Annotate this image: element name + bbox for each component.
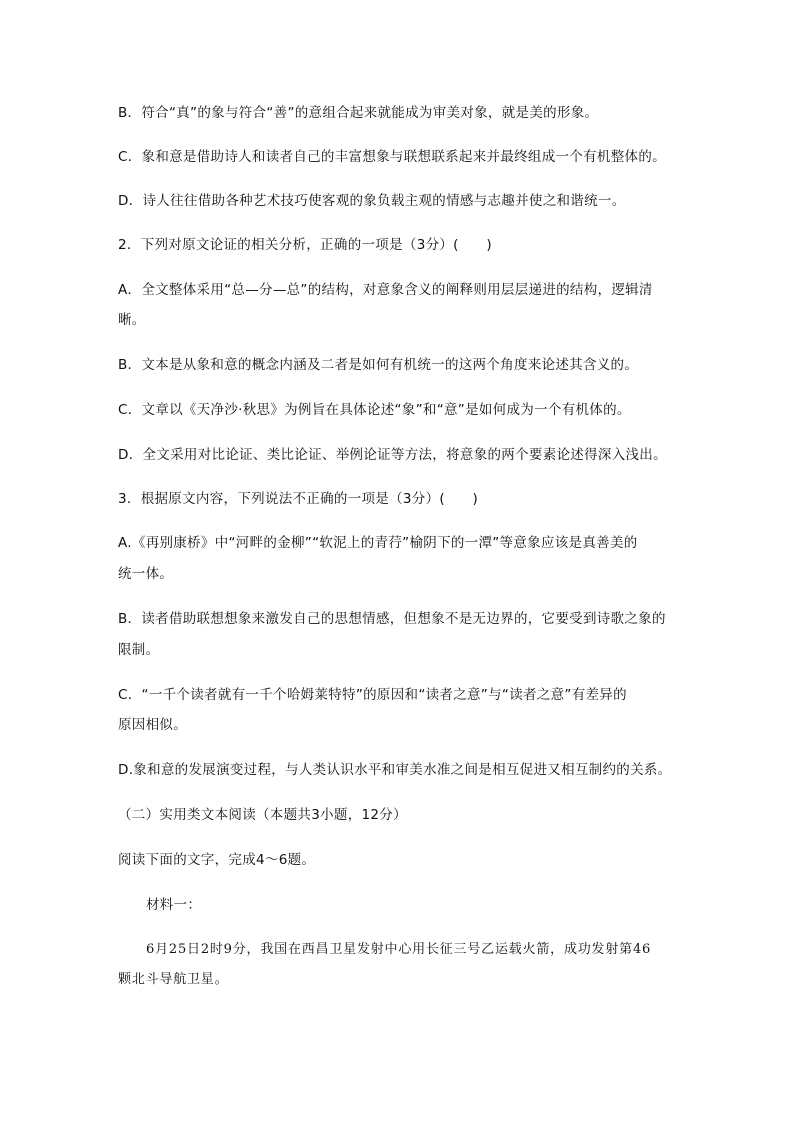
option-2d: D．全文采用对比论证、类比论证、举例论证等方法，将意象的两个要素论述得深入浅出。 — [118, 447, 667, 463]
material-1-text-line2: 颗北斗导航卫星。 — [118, 972, 229, 987]
option-1c: C．象和意是借助诗人和读者自己的丰富想象与联想联系起来并最终组成一个有机整体的。 — [118, 149, 666, 165]
option-3d: D.象和意的发展演变过程，与人类认识水平和审美水准之间是相互促进又相互制约的关系。 — [118, 762, 672, 778]
question-3-stem: 3．根据原文内容，下列说法不正确的一项是（3分）( ) — [118, 491, 479, 507]
section-heading: （二）实用类文本阅读（本题共3小题，12分） — [118, 807, 407, 823]
option-3b-line2: 限制。 — [118, 642, 160, 658]
option-2a-line2: 晰。 — [118, 312, 146, 328]
material-1-text-line1: 6月25日2时9分，我国在西昌卫星发射中心用长征三号乙运载火箭，成功发射第46 — [146, 942, 652, 957]
option-3b-line1: B．读者借助联想想象来激发自己的思想情感，但想象不是无边界的，它要受到诗歌之象的 — [118, 611, 666, 627]
option-2c: C．文章以《天净沙·秋思》为例旨在具体论述“象”和“意”是如何成为一个有机体的。 — [118, 402, 631, 418]
option-3a-line1: A.《再别康桥》中“河畔的金柳”“软泥上的青荇”榆阴下的一潭”等意象应该是真善美的 — [118, 535, 638, 551]
reading-instruction: 阅读下面的文字，完成4～6题。 — [118, 852, 316, 868]
option-1d: D．诗人往往借助各种艺术技巧使客观的象负载主观的情感与志趣并使之和谐统一。 — [118, 193, 626, 209]
option-2b: B．文本是从象和意的概念内涵及二者是如何有机统一的这两个角度来论述其含义的。 — [118, 357, 639, 373]
material-1-label: 材料一： — [146, 897, 202, 913]
option-3c-line2: 原因相似。 — [118, 717, 187, 733]
option-3a-line2: 统一体。 — [118, 566, 174, 582]
question-2-stem: 2．下列对原文论证的相关分析，正确的一项是（3分）( ) — [118, 237, 492, 253]
option-3c-line1: C．“一千个读者就有一千个哈姆莱特特”的原因和“读者之意”与“读者之意”有差异的 — [118, 687, 627, 703]
option-2a-line1: A．全文整体采用“总—分—总”的结构，对意象含义的阐释则用层层递进的结构，逻辑清 — [118, 282, 653, 298]
option-1b: B．符合“真”的象与符合“善”的意组合起来就能成为审美对象，就是美的形象。 — [118, 105, 599, 121]
